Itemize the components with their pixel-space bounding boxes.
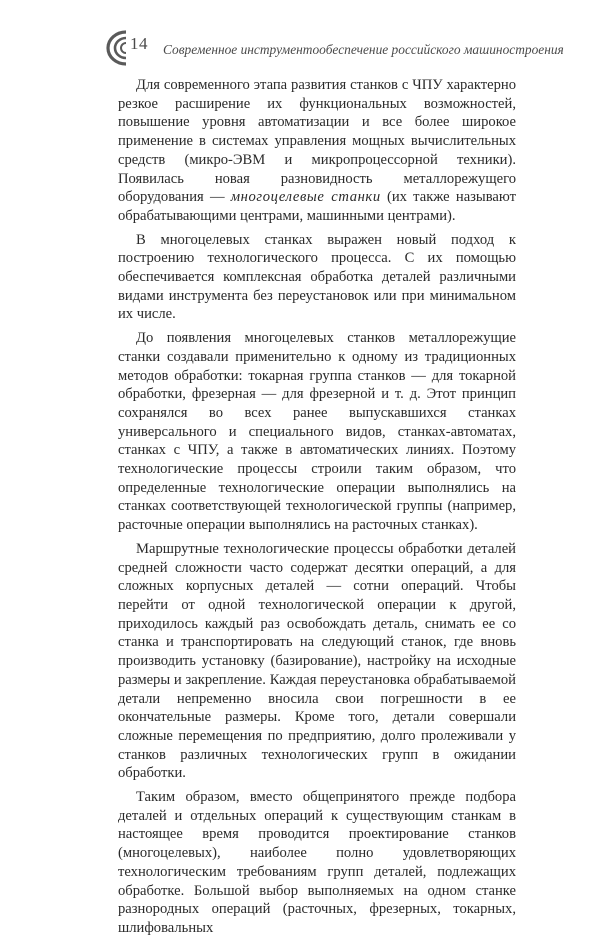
paragraph-text: Для современного этапа развития станков с ЧПУ характерно резкое расширение их функциональных возможностей, повышение уровня автоматизации и все более широкое применение в системах управления мощных вычислительных средств (микро-ЭВМ и микропроцессорной техники). Появилась новая разновидность металлорежущего оборудования —	[118, 77, 516, 206]
paragraph	[118, 76, 516, 226]
paragraph: В многоцелевых станках выражен новый подход к построению технологического процесса. С их помощью обеспечивается комплексная обработка деталей различными видами инструмента без переустановок или при минимальном их числе.	[118, 231, 516, 323]
paragraph: До появления многоцелевых станков металлорежущие станки создавали применительно к одному из традиционных методов обработки: токарная группа станков — для токарной обработки, фрезерная — для фрезерной и т. д. Этот принцип сохранялся во всех ранее выпускавшихся станках универсального и специального видов, станках-автоматах, станках с ЧПУ, а также в автоматических линиях. Поэтому технологические процессы строили таким образом, что определенные технологические операции выполнялись на станках соответствующей технологической группы (например, расточные операции выполнялись на расточных станках).	[118, 330, 516, 534]
body-text	[118, 76, 516, 943]
paragraph: Таким образом, вместо общепринятого прежде подбора деталей и отдельных операций к существующим станкам в настоящее время проводится проектирование станков (многоцелевых), наиболее полно удовлетворяющих технологическим требованиям групп деталей, подлежащих обработке. Большой выбор выполняемых на одном станке разнородных операций (расточных, фрезерных, токарных, шлифовальных	[118, 789, 516, 936]
outer-arc	[108, 32, 126, 64]
paragraph: Маршрутные технологические процессы обработки деталей средней сложности часто содержат десятки операций, а для сложных корпусных деталей — сотни операций. Чтобы перейти от одной технологической операции к другой, приходилось каждый раз освобождать деталь, снимать ее со станка и транспортировать на следующий станок, где вновь производить установку (базирование), настройку на исходные размеры и закрепление. Каждая переустановка обрабатываемой детали непременно вносила свои погрешности в ее окончательные размеры. Кроме того, детали совершали сложные перемещения по предприятию, долго пролеживали у станков различных технологических групп в ожидании обработки.	[118, 540, 516, 782]
emphasized-term: многоцелевые станки	[230, 189, 381, 206]
page-number: 14	[130, 34, 148, 53]
inner-arc	[121, 43, 126, 53]
running-title: Современное инструментообеспечение российского машиностроения	[163, 42, 564, 57]
page-number-badge	[104, 28, 164, 68]
page-header	[0, 0, 600, 80]
paragraph-text: (их также называют обрабатывающими центрами, машинными центрами).	[118, 189, 517, 224]
